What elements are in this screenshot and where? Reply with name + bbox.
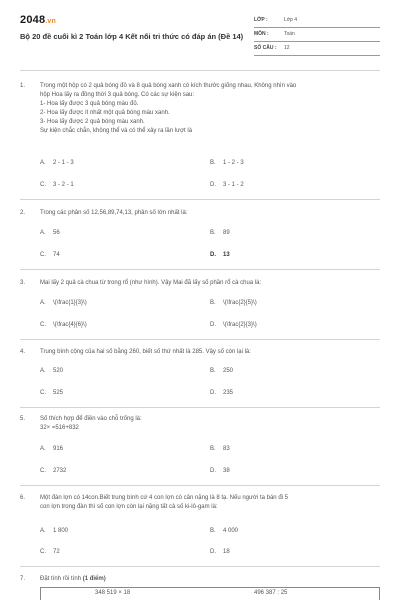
option-text: 56 [53, 230, 60, 236]
stem-line: con lợn trong đàn thì số con lợn còn lại nặng tất cả số ki-lô-gam là: [40, 504, 218, 510]
stem-text: Đặt tính rồi tính [40, 576, 83, 582]
question-divider [20, 407, 380, 408]
option-c[interactable] [40, 252, 60, 258]
meta-key: MÔN : [254, 31, 269, 37]
option-label: C. [40, 182, 46, 188]
option-a[interactable] [40, 160, 74, 166]
option-a[interactable] [40, 300, 87, 306]
stem-line: 3- Hoa lấy được 2 quả bóng màu xanh. [40, 119, 145, 125]
question-4 [20, 348, 385, 357]
document-title: Bộ 20 đề cuối kì 2 Toán lớp 4 Kết nối tri thức có đáp án (Đề 14) [20, 32, 244, 41]
question-stem [40, 209, 385, 218]
stem-line: Trung bình cộng của hai số bằng 260, biết số thứ nhất là 285. Vậy số còn lại là: [40, 349, 251, 355]
option-label: C. [40, 252, 46, 258]
option-label: A. [40, 230, 46, 236]
stem-points: (1 điểm) [82, 576, 106, 582]
option-a[interactable] [40, 230, 60, 236]
option-label: C. [40, 549, 46, 555]
option-label: A. [40, 160, 46, 166]
option-label: D. [210, 390, 216, 396]
option-d[interactable] [210, 390, 233, 396]
header-divider [20, 70, 380, 71]
option-text: 3 - 2 - 1 [53, 182, 74, 188]
option-text: \(\frac{2}{5}\) [223, 300, 257, 306]
question-5 [20, 415, 385, 433]
option-label: D. [210, 549, 216, 555]
question-stem [40, 494, 385, 512]
stem-line: 2- Hoa lấy được ít nhất một quả bóng màu xanh. [40, 110, 170, 116]
question-stem [40, 279, 385, 288]
site-logo[interactable] [20, 14, 56, 26]
question-3 [20, 279, 385, 288]
question-number: 1. [20, 83, 26, 89]
option-d[interactable] [210, 252, 230, 258]
option-text: 38 [223, 468, 230, 474]
question-stem [40, 348, 385, 357]
option-b[interactable] [210, 368, 233, 374]
question-stem [40, 415, 385, 433]
option-a[interactable] [40, 446, 63, 452]
option-b[interactable] [210, 446, 230, 452]
option-label: B. [210, 446, 216, 452]
option-b[interactable] [210, 528, 238, 534]
option-label: A. [40, 446, 46, 452]
option-text: 4 000 [223, 528, 239, 534]
option-d[interactable] [210, 182, 244, 188]
stem-line: 1- Hoa lấy được 3 quả bóng màu đỏ. [40, 101, 139, 107]
option-c[interactable] [40, 468, 66, 474]
question-divider [20, 339, 380, 340]
option-d[interactable] [210, 549, 230, 555]
logo-suffix: .vn [45, 18, 56, 25]
meta-value: Lớp 4 [284, 17, 298, 23]
option-label: C. [40, 322, 46, 328]
question-divider [20, 269, 380, 270]
question-2 [20, 209, 385, 218]
stem-line: Số thích hợp để điền vào chỗ trống là: [40, 416, 142, 422]
option-label: A. [40, 300, 46, 306]
question-number: 5. [20, 416, 26, 422]
stem-line: Sự kiện chắc chắn, không thể và có thể xảy ra lần lượt là [40, 128, 193, 134]
option-c[interactable] [40, 549, 60, 555]
meta-key: LỚP : [254, 17, 268, 23]
question-number: 7. [20, 576, 26, 582]
option-label: D. [210, 252, 216, 258]
option-label: B. [210, 160, 216, 166]
meta-row-count [254, 42, 380, 56]
option-c[interactable] [40, 182, 74, 188]
option-label: B. [210, 528, 216, 534]
question-number: 3. [20, 280, 26, 286]
option-text: 1 - 2 - 3 [223, 160, 244, 166]
option-text: 520 [53, 368, 64, 374]
option-label: A. [40, 368, 46, 374]
question-number: 6. [20, 495, 26, 501]
option-label: C. [40, 390, 46, 396]
stem-line: Một đàn lợn có 14con.Biết trung bình cứ 4 con lợn có cân nặng là 8 tạ. Nếu người ta bán đi 5 [40, 495, 288, 501]
stem-line: Trong các phân số 12,56,89,74,13, phân số lớn nhất là: [40, 210, 188, 216]
question-6 [20, 494, 385, 512]
table-cell: 496 387 : 25 [254, 590, 288, 596]
meta-value: Toán [284, 31, 295, 37]
option-text: 1 800 [53, 528, 69, 534]
option-text: 3 - 1 - 2 [223, 182, 244, 188]
meta-row-subject [254, 28, 380, 42]
question-stem [40, 575, 385, 584]
stem-line: Mai lấy 2 quả cà chua từ trong rổ (như hình). Vậy Mai đã lấy số phần rổ cà chua là: [40, 280, 262, 286]
question-number: 4. [20, 349, 26, 355]
question-number: 2. [20, 210, 26, 216]
option-text: 235 [223, 390, 234, 396]
question-stem [40, 82, 385, 136]
option-label: D. [210, 322, 216, 328]
option-a[interactable] [40, 368, 63, 374]
question-divider [20, 485, 380, 486]
option-a[interactable] [40, 528, 68, 534]
option-text: 916 [53, 446, 64, 452]
option-c[interactable] [40, 390, 63, 396]
option-text: 250 [223, 368, 234, 374]
question-7 [20, 575, 385, 584]
option-c[interactable] [40, 322, 87, 328]
option-text: 83 [223, 446, 230, 452]
option-text: 89 [223, 230, 230, 236]
meta-value: 12 [284, 45, 290, 51]
option-label: A. [40, 528, 46, 534]
meta-key: SỐ CÂU : [254, 45, 277, 51]
option-label: B. [210, 230, 216, 236]
page-header [0, 0, 400, 64]
question-divider [20, 566, 380, 567]
option-text: 2 - 1 - 3 [53, 160, 74, 166]
stem-line: 32× =516+832 [40, 425, 79, 431]
option-text: 72 [53, 549, 60, 555]
table-cell: 348 519 × 18 [95, 590, 131, 596]
option-label: B. [210, 300, 216, 306]
option-text: \(\frac{4}{6}\) [53, 322, 87, 328]
option-label: C. [40, 468, 46, 474]
meta-box [254, 14, 380, 56]
option-b[interactable] [210, 230, 230, 236]
option-d[interactable] [210, 322, 257, 328]
option-d[interactable] [210, 468, 230, 474]
stem-line: Trong một hộp có 2 quả bóng đỏ và 8 quả bóng xanh có kích thước giống nhau. Không nhìn vào [40, 83, 297, 89]
option-text: \(\frac{2}{3}\) [223, 322, 257, 328]
option-b[interactable] [210, 300, 257, 306]
logo-text: 2048 [20, 14, 46, 26]
option-b[interactable] [210, 160, 244, 166]
option-text: \(\frac{1}{3}\) [53, 300, 87, 306]
option-text: 74 [53, 252, 60, 258]
answer-table [40, 587, 380, 600]
meta-row-class [254, 14, 380, 28]
option-label: B. [210, 368, 216, 374]
stem-line: hộp Hoa lấy ra đồng thời 3 quả bóng. Có các sự kiện sau: [40, 92, 195, 98]
option-text: 13 [223, 252, 230, 258]
option-label: D. [210, 468, 216, 474]
option-text: 18 [223, 549, 230, 555]
question-divider [20, 199, 380, 200]
option-text: 525 [53, 390, 64, 396]
option-text: 2732 [53, 468, 67, 474]
option-label: D. [210, 182, 216, 188]
question-1 [20, 82, 385, 136]
